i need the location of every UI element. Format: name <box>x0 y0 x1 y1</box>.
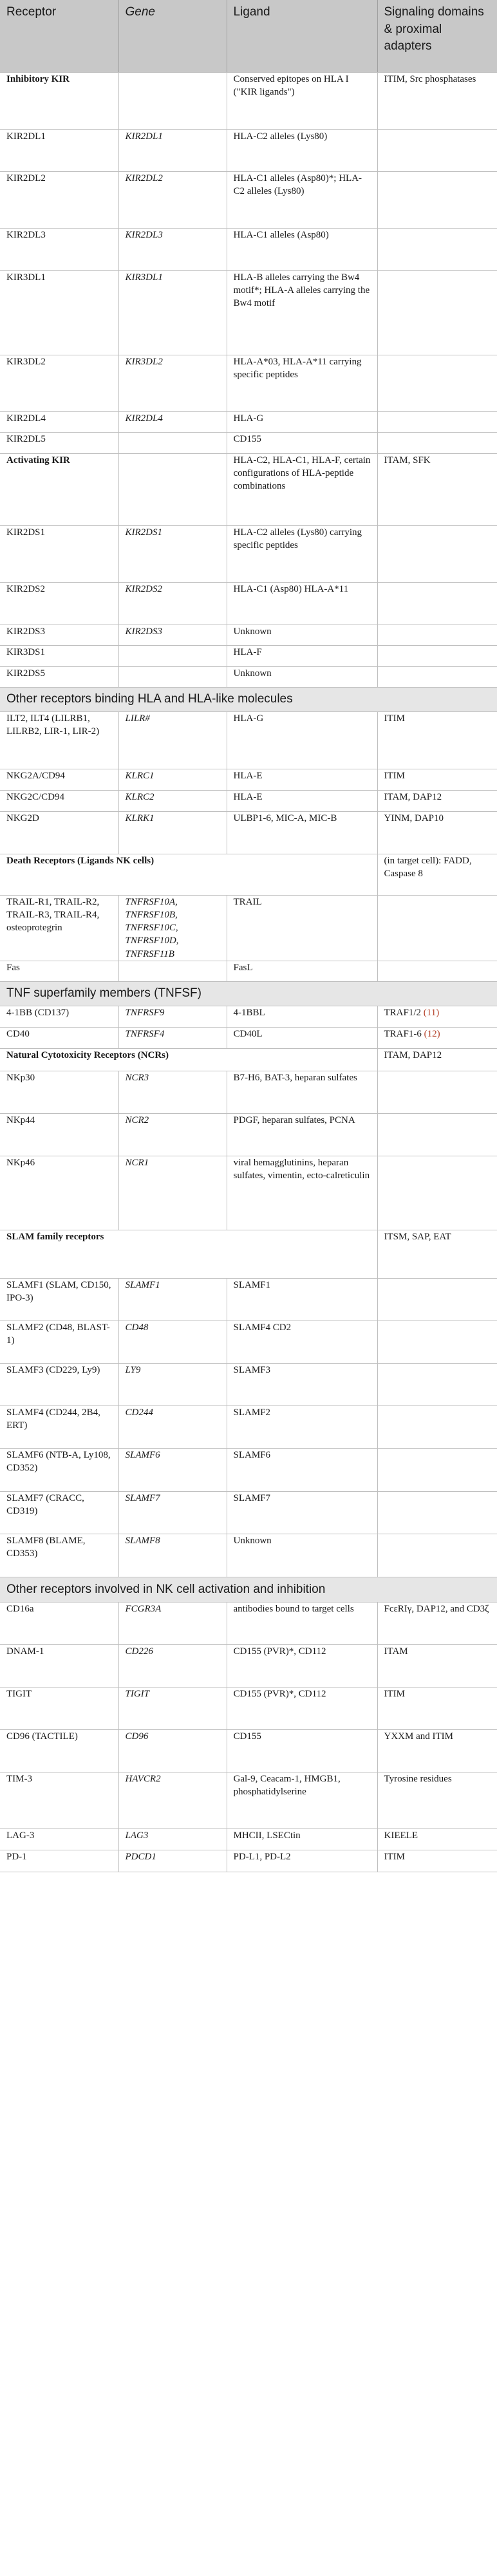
gene-cell: LILR# <box>118 711 227 769</box>
ligand-cell: CD40L <box>227 1027 377 1048</box>
header-ligand: Ligand <box>227 0 377 72</box>
ligand-cell: HLA-B alleles carrying the Bw4 motif*; HLA-A alleles carrying the Bw4 motif <box>227 270 377 355</box>
signaling-text: Tyrosine residues <box>384 1773 452 1784</box>
gene-cell: KIR2DL3 <box>118 228 227 270</box>
receptor-cell: SLAMF7 (CRACC, CD319) <box>0 1491 118 1534</box>
signaling-cell <box>377 769 497 790</box>
ligand-cell: Unknown <box>227 1534 377 1577</box>
gene-cell: SLAMF7 <box>118 1491 227 1534</box>
signaling-text: ITIM <box>384 1851 405 1862</box>
signaling-cell <box>377 1772 497 1829</box>
group-title: SLAM family receptors <box>0 1230 377 1278</box>
signaling-cell <box>377 1006 497 1027</box>
table-row <box>0 355 497 411</box>
gene-cell: LY9 <box>118 1363 227 1406</box>
table-row <box>0 625 497 645</box>
section-row <box>0 981 497 1006</box>
signaling-cell <box>377 1602 497 1644</box>
table-row <box>0 790 497 811</box>
receptor-cell: KIR2DL4 <box>0 411 118 432</box>
gene-cell: KLRC2 <box>118 790 227 811</box>
receptor-cell: LAG-3 <box>0 1829 118 1850</box>
ligand-cell: FasL <box>227 961 377 981</box>
signaling-cell <box>377 1027 497 1048</box>
table-row <box>0 1772 497 1829</box>
ligand-cell: HLA-G <box>227 411 377 432</box>
signaling-text: ITIM, Src phosphatases <box>384 73 476 84</box>
ligand-cell: Unknown <box>227 666 377 687</box>
signaling-cell <box>377 1850 497 1872</box>
ligand-cell: Conserved epitopes on HLA I ("KIR ligands") <box>227 72 377 129</box>
gene-cell: KIR2DL2 <box>118 171 227 228</box>
signaling-cell <box>377 72 497 129</box>
signaling-cell <box>377 228 497 270</box>
signaling-cell <box>377 895 497 961</box>
ligand-cell: CD155 <box>227 1729 377 1772</box>
signaling-cell: ITAM, DAP12 <box>377 1048 497 1071</box>
gene-cell: KLRC1 <box>118 769 227 790</box>
signaling-text: ITIM <box>384 770 405 781</box>
table-row <box>0 228 497 270</box>
gene-cell <box>118 453 227 525</box>
header-receptor: Receptor <box>0 0 118 72</box>
signaling-cell <box>377 1321 497 1363</box>
ligand-cell: HLA-A*03, HLA-A*11 carrying specific peptides <box>227 355 377 411</box>
ligand-cell: viral hemagglutinins, heparan sulfates, vimentin, ecto-calreticulin <box>227 1156 377 1230</box>
receptor-cell: Activating KIR <box>0 453 118 525</box>
table-row <box>0 1602 497 1644</box>
table-row <box>0 769 497 790</box>
gene-cell: TNFRSF9 <box>118 1006 227 1027</box>
signaling-cell <box>377 1644 497 1687</box>
receptor-cell: CD16a <box>0 1602 118 1644</box>
ligand-cell: antibodies bound to target cells <box>227 1602 377 1644</box>
signaling-cell <box>377 1829 497 1850</box>
gene-cell <box>118 645 227 666</box>
signaling-cell <box>377 1278 497 1321</box>
ligand-cell: TRAIL <box>227 895 377 961</box>
table-row <box>0 129 497 171</box>
receptor-cell: TRAIL-R1, TRAIL-R2, TRAIL-R3, TRAIL-R4, osteoprotegrin <box>0 895 118 961</box>
ligand-cell: HLA-C2 alleles (Lys80) carrying specific peptides <box>227 525 377 582</box>
receptor-cell: NKp44 <box>0 1113 118 1156</box>
gene-cell: HAVCR2 <box>118 1772 227 1829</box>
signaling-cell <box>377 645 497 666</box>
table-row <box>0 1729 497 1772</box>
table-row <box>0 711 497 769</box>
receptor-cell: Inhibitory KIR <box>0 72 118 129</box>
signaling-text: YINM, DAP10 <box>384 813 444 823</box>
signaling-cell <box>377 1406 497 1448</box>
ligand-cell: SLAMF3 <box>227 1363 377 1406</box>
ligand-cell: HLA-C1 alleles (Asp80)*; HLA-C2 alleles (Lys80) <box>227 171 377 228</box>
gene-cell: TNFRSF4 <box>118 1027 227 1048</box>
receptor-cell: KIR2DL5 <box>0 432 118 453</box>
ligand-cell: PD-L1, PD-L2 <box>227 1850 377 1872</box>
table-row <box>0 1687 497 1729</box>
signaling-text: TRAF1/2 <box>384 1007 422 1018</box>
ligand-cell: ULBP1-6, MIC-A, MIC-B <box>227 811 377 854</box>
receptor-cell: SLAMF6 (NTB-A, Ly108, CD352) <box>0 1448 118 1491</box>
signaling-cell <box>377 1071 497 1113</box>
signaling-cell <box>377 625 497 645</box>
signaling-cell <box>377 1491 497 1534</box>
gene-cell: KIR2DL1 <box>118 129 227 171</box>
receptor-cell: SLAMF2 (CD48, BLAST-1) <box>0 1321 118 1363</box>
table-row <box>0 270 497 355</box>
gene-cell: KIR2DS1 <box>118 525 227 582</box>
section-row <box>0 1577 497 1602</box>
section-title: Other receptors binding HLA and HLA-like molecules <box>0 687 497 711</box>
table-row <box>0 1278 497 1321</box>
receptor-cell: NKG2C/CD94 <box>0 790 118 811</box>
signaling-cell <box>377 1363 497 1406</box>
receptor-cell: SLAMF1 (SLAM, CD150, IPO-3) <box>0 1278 118 1321</box>
ligand-cell: HLA-F <box>227 645 377 666</box>
table-row <box>0 1406 497 1448</box>
receptor-cell: KIR2DS1 <box>0 525 118 582</box>
gene-cell <box>118 961 227 981</box>
table-row <box>0 666 497 687</box>
signaling-cell <box>377 811 497 854</box>
signaling-cell <box>377 411 497 432</box>
table-row <box>0 411 497 432</box>
gene-cell: TNFRSF10A, TNFRSF10B, TNFRSF10C, TNFRSF10D, TNFRSF11B <box>118 895 227 961</box>
table-row <box>0 1491 497 1534</box>
ligand-cell: CD155 (PVR)*, CD112 <box>227 1687 377 1729</box>
table-row <box>0 171 497 228</box>
group-title: Natural Cytotoxicity Receptors (NCRs) <box>0 1048 377 1071</box>
receptor-cell: SLAMF8 (BLAME, CD353) <box>0 1534 118 1577</box>
ligand-cell: SLAMF2 <box>227 1406 377 1448</box>
signaling-cell <box>377 1534 497 1577</box>
receptor-cell: 4-1BB (CD137) <box>0 1006 118 1027</box>
receptor-cell: TIGIT <box>0 1687 118 1729</box>
receptor-cell: TIM-3 <box>0 1772 118 1829</box>
ligand-cell: Gal-9, Ceacam-1, HMGB1, phosphatidylserine <box>227 1772 377 1829</box>
receptor-cell: SLAMF3 (CD229, Ly9) <box>0 1363 118 1406</box>
signaling-cell <box>377 1113 497 1156</box>
group-row <box>0 72 497 129</box>
signaling-text: FcεRIγ, DAP12, and CD3ζ <box>384 1603 489 1614</box>
table-row <box>0 961 497 981</box>
receptor-cell: KIR2DL2 <box>0 171 118 228</box>
gene-cell: FCGR3A <box>118 1602 227 1644</box>
ligand-cell: PDGF, heparan sulfates, PCNA <box>227 1113 377 1156</box>
signaling-cell <box>377 453 497 525</box>
ligand-cell: SLAMF4 CD2 <box>227 1321 377 1363</box>
gene-cell: LAG3 <box>118 1829 227 1850</box>
table-row <box>0 525 497 582</box>
group-title: Death Receptors (Ligands NK cells) <box>0 854 377 895</box>
table-row <box>0 1321 497 1363</box>
receptor-cell: CD40 <box>0 1027 118 1048</box>
signaling-cell <box>377 355 497 411</box>
ligand-cell: MHCII, LSECtin <box>227 1829 377 1850</box>
receptor-cell: KIR3DS1 <box>0 645 118 666</box>
receptor-cell: NKp30 <box>0 1071 118 1113</box>
table-row <box>0 1006 497 1027</box>
signaling-cell <box>377 666 497 687</box>
gene-cell: TIGIT <box>118 1687 227 1729</box>
gene-cell <box>118 72 227 129</box>
receptor-cell: KIR2DL1 <box>0 129 118 171</box>
header-gene: Gene <box>118 0 227 72</box>
signaling-cell <box>377 171 497 228</box>
gene-cell: SLAMF6 <box>118 1448 227 1491</box>
receptor-cell: KIR2DL3 <box>0 228 118 270</box>
gene-cell: KIR3DL2 <box>118 355 227 411</box>
receptor-cell: ILT2, ILT4 (LILRB1, LILRB2, LIR-1, LIR-2) <box>0 711 118 769</box>
table-row <box>0 432 497 453</box>
signaling-cell <box>377 790 497 811</box>
group-row <box>0 1048 497 1071</box>
signaling-cell <box>377 432 497 453</box>
gene-cell: KIR2DS3 <box>118 625 227 645</box>
reference-link: (12) <box>424 1028 440 1039</box>
table-row <box>0 811 497 854</box>
header-signaling: Signaling domains & proximal adapters <box>377 0 497 72</box>
receptor-cell: KIR3DL2 <box>0 355 118 411</box>
ligand-cell: CD155 (PVR)*, CD112 <box>227 1644 377 1687</box>
gene-cell: KIR2DS2 <box>118 582 227 625</box>
signaling-text: YXXM and ITIM <box>384 1731 453 1742</box>
receptor-cell: NKG2A/CD94 <box>0 769 118 790</box>
ligand-cell: CD155 <box>227 432 377 453</box>
gene-cell: SLAMF1 <box>118 1278 227 1321</box>
table-row <box>0 1534 497 1577</box>
table-row <box>0 1448 497 1491</box>
signaling-text: ITAM <box>384 1646 408 1657</box>
group-row <box>0 854 497 895</box>
gene-cell: NCR1 <box>118 1156 227 1230</box>
signaling-cell <box>377 1448 497 1491</box>
section-title: TNF superfamily members (TNFSF) <box>0 981 497 1006</box>
reference-link: (11) <box>423 1007 440 1018</box>
signaling-cell <box>377 961 497 981</box>
table-body <box>0 72 497 1872</box>
signaling-cell: (in target cell): FADD, Caspase 8 <box>377 854 497 895</box>
table-header <box>0 0 497 72</box>
gene-cell: CD96 <box>118 1729 227 1772</box>
signaling-cell <box>377 525 497 582</box>
ligand-cell: HLA-G <box>227 711 377 769</box>
signaling-text: ITAM, DAP12 <box>384 791 442 802</box>
ligand-cell: HLA-C2, HLA-C1, HLA-F, certain configurations of HLA-peptide combinations <box>227 453 377 525</box>
receptor-cell: SLAMF4 (CD244, 2B4, ERT) <box>0 1406 118 1448</box>
signaling-cell <box>377 582 497 625</box>
signaling-cell <box>377 1687 497 1729</box>
gene-cell: PDCD1 <box>118 1850 227 1872</box>
gene-cell: CD48 <box>118 1321 227 1363</box>
receptor-cell: KIR3DL1 <box>0 270 118 355</box>
table-row <box>0 1829 497 1850</box>
signaling-cell <box>377 1156 497 1230</box>
group-row <box>0 1230 497 1278</box>
table-row <box>0 1113 497 1156</box>
ligand-cell: HLA-C2 alleles (Lys80) <box>227 129 377 171</box>
table-row <box>0 895 497 961</box>
gene-cell <box>118 432 227 453</box>
table-row <box>0 1027 497 1048</box>
signaling-text: ITIM <box>384 713 405 724</box>
receptor-cell: CD96 (TACTILE) <box>0 1729 118 1772</box>
signaling-cell: ITSM, SAP, EAT <box>377 1230 497 1278</box>
receptor-cell: NKp46 <box>0 1156 118 1230</box>
ligand-cell: HLA-C1 alleles (Asp80) <box>227 228 377 270</box>
signaling-cell <box>377 270 497 355</box>
table-row <box>0 1644 497 1687</box>
ligand-cell: 4-1BBL <box>227 1006 377 1027</box>
signaling-cell <box>377 1729 497 1772</box>
gene-cell: NCR2 <box>118 1113 227 1156</box>
signaling-cell <box>377 711 497 769</box>
signaling-text: ITIM <box>384 1688 405 1699</box>
gene-cell: KLRK1 <box>118 811 227 854</box>
header-row <box>0 0 497 72</box>
ligand-cell: HLA-C1 (Asp80) HLA-A*11 <box>227 582 377 625</box>
signaling-text: KIEELE <box>384 1830 418 1841</box>
table-row <box>0 582 497 625</box>
table-row <box>0 1071 497 1113</box>
ligand-cell: B7-H6, BAT-3, heparan sulfates <box>227 1071 377 1113</box>
gene-cell: NCR3 <box>118 1071 227 1113</box>
signaling-text: ITAM, SFK <box>384 455 431 465</box>
ligand-cell: Unknown <box>227 625 377 645</box>
gene-cell: KIR2DL4 <box>118 411 227 432</box>
gene-cell: CD226 <box>118 1644 227 1687</box>
section-row <box>0 687 497 711</box>
group-row <box>0 453 497 525</box>
receptor-cell: NKG2D <box>0 811 118 854</box>
signaling-text: TRAF1-6 <box>384 1028 422 1039</box>
gene-cell <box>118 666 227 687</box>
receptor-cell: Fas <box>0 961 118 981</box>
receptor-cell: PD-1 <box>0 1850 118 1872</box>
table-row <box>0 1850 497 1872</box>
gene-cell: SLAMF8 <box>118 1534 227 1577</box>
table-row <box>0 1363 497 1406</box>
table-row <box>0 645 497 666</box>
ligand-cell: SLAMF7 <box>227 1491 377 1534</box>
gene-cell: KIR3DL1 <box>118 270 227 355</box>
ligand-cell: HLA-E <box>227 769 377 790</box>
receptor-cell: KIR2DS3 <box>0 625 118 645</box>
signaling-cell <box>377 129 497 171</box>
section-title: Other receptors involved in NK cell activation and inhibition <box>0 1577 497 1602</box>
ligand-cell: HLA-E <box>227 790 377 811</box>
ligand-cell: SLAMF6 <box>227 1448 377 1491</box>
receptor-cell: KIR2DS5 <box>0 666 118 687</box>
ligand-cell: SLAMF1 <box>227 1278 377 1321</box>
table-row <box>0 1156 497 1230</box>
receptor-cell: DNAM-1 <box>0 1644 118 1687</box>
gene-cell: CD244 <box>118 1406 227 1448</box>
receptor-cell: KIR2DS2 <box>0 582 118 625</box>
